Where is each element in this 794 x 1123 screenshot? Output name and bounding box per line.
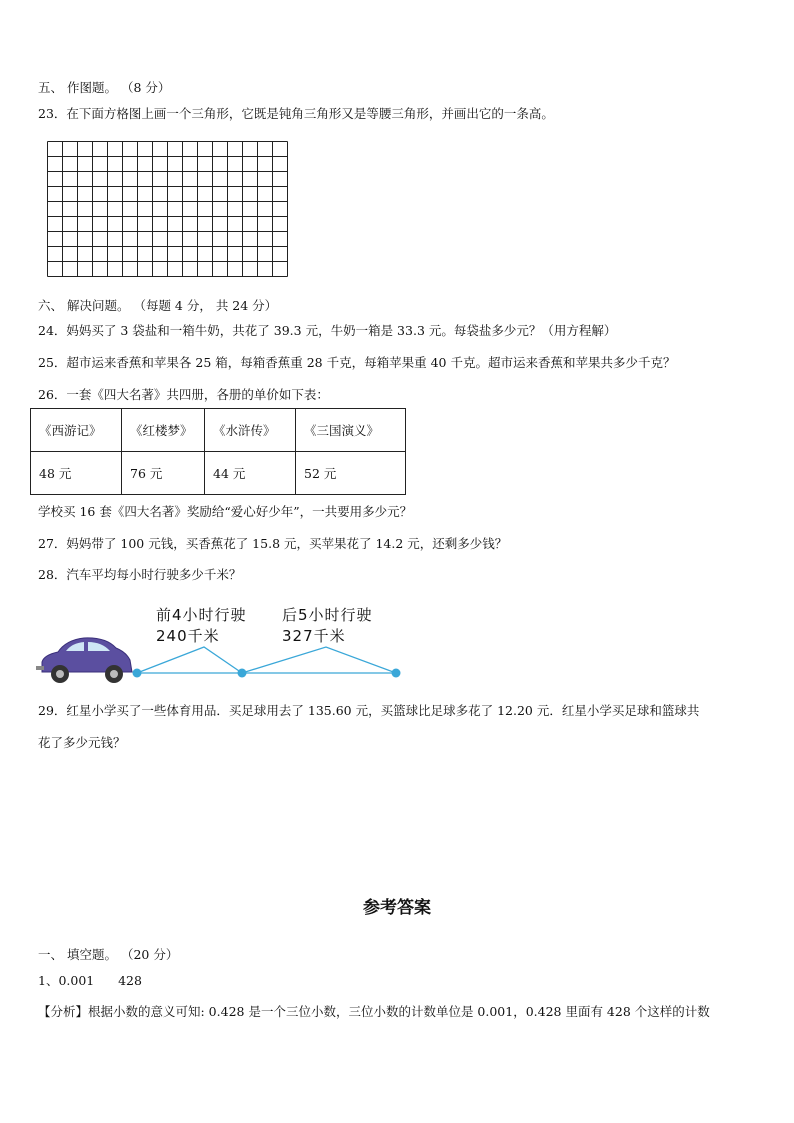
question-28: 28．汽车平均每小时行驶多少千米？ xyxy=(38,567,242,582)
table-row-prices xyxy=(31,452,406,495)
car-icon xyxy=(36,638,132,683)
table-cell-title: 《三国演义》 xyxy=(296,409,406,452)
question-29-line2: 花了多少元钱？ xyxy=(38,735,126,750)
table-cell-title: 《水浒传》 xyxy=(205,409,296,452)
first-segment-label: 前4小时行驶 xyxy=(156,606,247,624)
answers-section1-heading: 一、 填空题。 （20 分） xyxy=(38,947,179,962)
middle-point xyxy=(238,669,247,678)
square-grid[interactable] xyxy=(47,141,289,281)
question-23: 23．在下面方格图上画一个三角形，它既是钝角三角形又是等腰三角形，并画出它的一条高。 xyxy=(38,106,554,121)
table-cell-price: 76 元 xyxy=(122,452,205,495)
first-segment-distance: 240千米 xyxy=(156,627,220,645)
section5-heading: 五、 作图题。 （8 分） xyxy=(38,80,171,95)
trip-lines xyxy=(36,600,416,692)
second-segment-distance: 327千米 xyxy=(282,627,346,645)
books-price-table xyxy=(30,408,406,495)
question-29-line1: 29．红星小学买了一些体育用品．买足球用去了 135.60 元，买篮球比足球多花了 12.20 元．红星小学买足球和篮球共 xyxy=(38,703,700,718)
section6-heading: 六、 解决问题。 （每题 4 分， 共 24 分） xyxy=(38,298,278,313)
start-point xyxy=(133,669,142,678)
distance-path xyxy=(137,647,396,673)
question-25: 25．超市运来香蕉和苹果各 25 箱，每箱香蕉重 28 千克，每箱苹果重 40 千克。超市运来香蕉和苹果共多少千克？ xyxy=(38,355,676,370)
answer-1: 1、0.001 428 xyxy=(38,973,142,988)
answer-1-analysis: 【分析】根据小数的意义可知: 0.428 是一个三位小数，三位小数的计数单位是 0.001，0.428 里面有 428 个这样的计数 xyxy=(38,1004,710,1019)
end-point xyxy=(392,669,401,678)
table-row-titles xyxy=(31,409,406,452)
table-cell-price: 48 元 xyxy=(31,452,122,495)
table-cell-title: 《西游记》 xyxy=(31,409,122,452)
table-cell-price: 52 元 xyxy=(296,452,406,495)
question-26-intro: 26．一套《四大名著》共四册，各册的单价如下表： xyxy=(38,387,329,402)
table-cell-price: 44 元 xyxy=(205,452,296,495)
answers-title: 参考答案 xyxy=(363,898,431,918)
table-cell-title: 《红楼梦》 xyxy=(122,409,205,452)
question-27: 27．妈妈带了 100 元钱，买香蕉花了 15.8 元，买苹果花了 14.2 元，还剩多少钱？ xyxy=(38,536,508,551)
question-26: 学校买 16 套《四大名著》奖励给“爱心好少年”，一共要用多少元？ xyxy=(38,504,413,519)
question-24: 24．妈妈买了 3 袋盐和一箱牛奶，共花了 39.3 元，牛奶一箱是 33.3 元。每袋盐多少元？（用方程解） xyxy=(38,323,617,338)
trip-diagram xyxy=(36,600,416,692)
second-segment-label: 后5小时行驶 xyxy=(282,606,373,624)
